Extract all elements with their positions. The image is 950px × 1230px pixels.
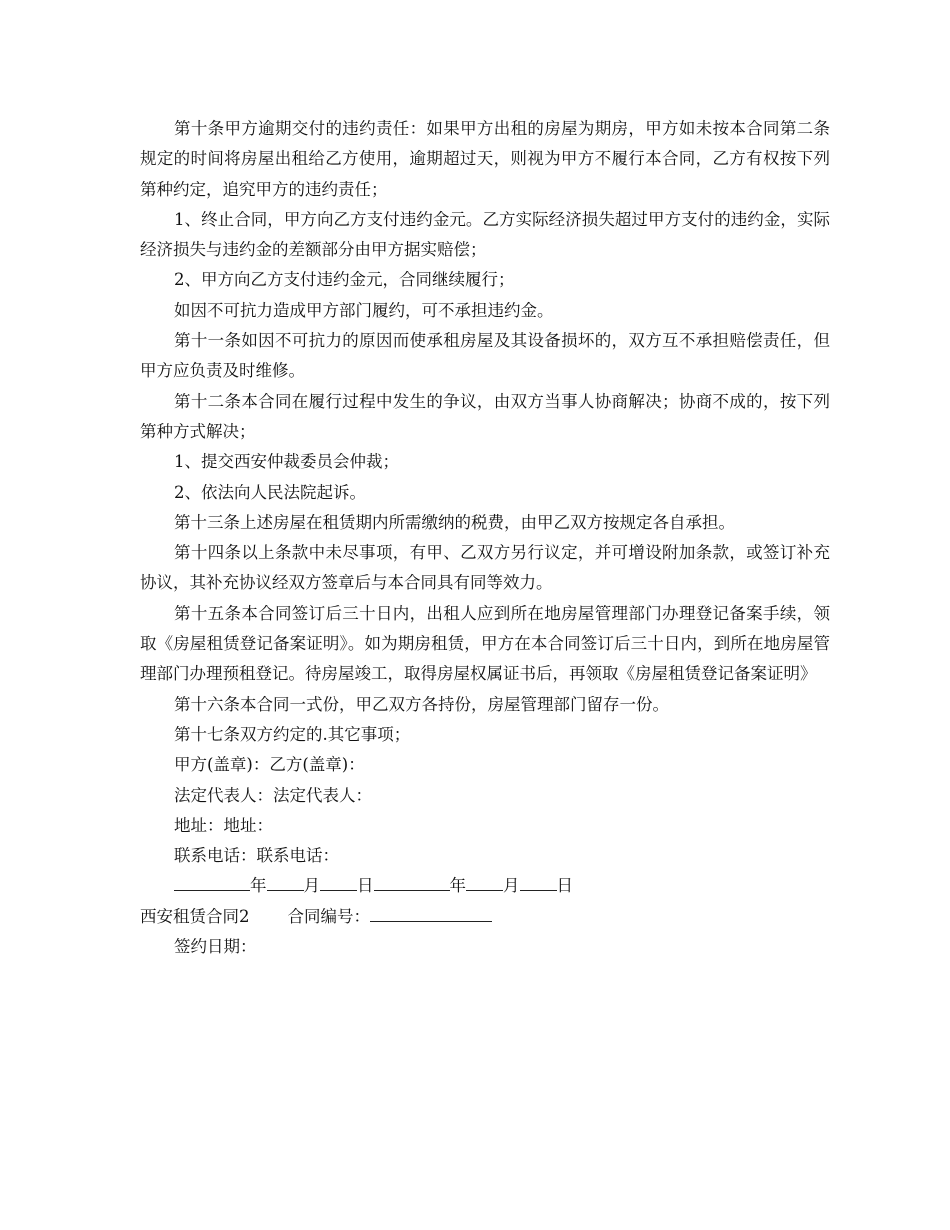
paragraph-option-1: 1、终止合同，甲方向乙方支付违约金元。乙方实际经济损失超过甲方支付的违约金，实际经济损失与违约金的差额部分由甲方据实赔偿； [140, 209, 830, 260]
paragraph-option-2: 2、甲方向乙方支付违约金元，合同继续履行； [174, 270, 515, 290]
year-label-b: 年 [449, 876, 466, 896]
month-blank-a [267, 872, 304, 891]
address-line: 地址：地址： [174, 815, 273, 835]
month-label-b: 月 [503, 876, 520, 896]
paragraph-force-majeure: 如因不可抗力造成甲方部门履约，可不承担违约金。 [174, 300, 554, 320]
contact-phone-line: 联系电话：联系电话： [174, 846, 339, 866]
contract-title: 西安租赁合同2 [140, 906, 250, 926]
day-label-a: 日 [357, 876, 374, 896]
signature-party-line: 甲方(盖章)：乙方(盖章)： [174, 755, 365, 775]
date-row [140, 871, 830, 901]
year-blank-a [174, 872, 250, 891]
month-label-a: 月 [303, 876, 320, 896]
contract-number-label: 合同编号： [287, 906, 370, 926]
paragraph-article-17: 第十七条双方约定的.其它事项； [174, 724, 411, 744]
document-body [140, 114, 830, 962]
legal-representative-line: 法定代表人：法定代表人： [174, 785, 372, 805]
sign-date-line: 签约日期： [174, 937, 257, 957]
day-blank-a [320, 872, 357, 891]
day-blank-b [520, 872, 557, 891]
paragraph-court: 2、依法向人民法院起诉。 [174, 482, 366, 502]
year-label-a: 年 [250, 876, 267, 896]
paragraph-arbitration: 1、提交西安仲裁委员会仲裁； [174, 452, 399, 472]
year-blank-b [374, 872, 450, 891]
paragraph-article-16: 第十六条本合同一式份，甲乙双方各持份，房屋管理部门留存一份。 [174, 694, 669, 714]
day-label-b: 日 [556, 876, 573, 896]
paragraph-article-10: 第十条甲方逾期交付的违约责任：如果甲方出租的房屋为期房，甲方如未按本合同第二条规定的时间将房屋出租给乙方使用，逾期超过天，则视为甲方不履行本合同，乙方有权按下列第种约定，追究甲方的违约责任； [140, 119, 830, 199]
paragraph-article-14: 第十四条以上条款中未尽事项，有甲、乙双方另行议定，并可增设附加条款，或签订补充协议，其补充协议经双方签章后与本合同具有同等效力。 [140, 543, 830, 593]
paragraph-article-15: 第十五条本合同签订后三十日内，出租人应到所在地房屋管理部门办理登记备案手续，领取《房屋租赁登记备案证明》。如为期房租赁，甲方在本合同签订后三十日内，到所在地房屋管理部门办理预租登记。待房屋竣工，取得房屋权属证书后，再领取《房屋租赁登记备案证明》 [140, 603, 830, 684]
paragraph-article-12: 第十二条本合同在履行过程中发生的争议，由双方当事人协商解决；协商不成的，按下列第种方式解决； [140, 391, 830, 441]
contract-number-blank [370, 903, 492, 922]
paragraph-article-11: 第十一条如因不可抗力的原因而使承租房屋及其设备损坏的，双方互不承担赔偿责任，但甲方应负责及时维修。 [140, 331, 830, 381]
paragraph-article-13: 第十三条上述房屋在租赁期内所需缴纳的税费，由甲乙双方按规定各自承担。 [174, 512, 735, 532]
contract-header-row [140, 902, 830, 932]
month-blank-b [466, 872, 503, 891]
